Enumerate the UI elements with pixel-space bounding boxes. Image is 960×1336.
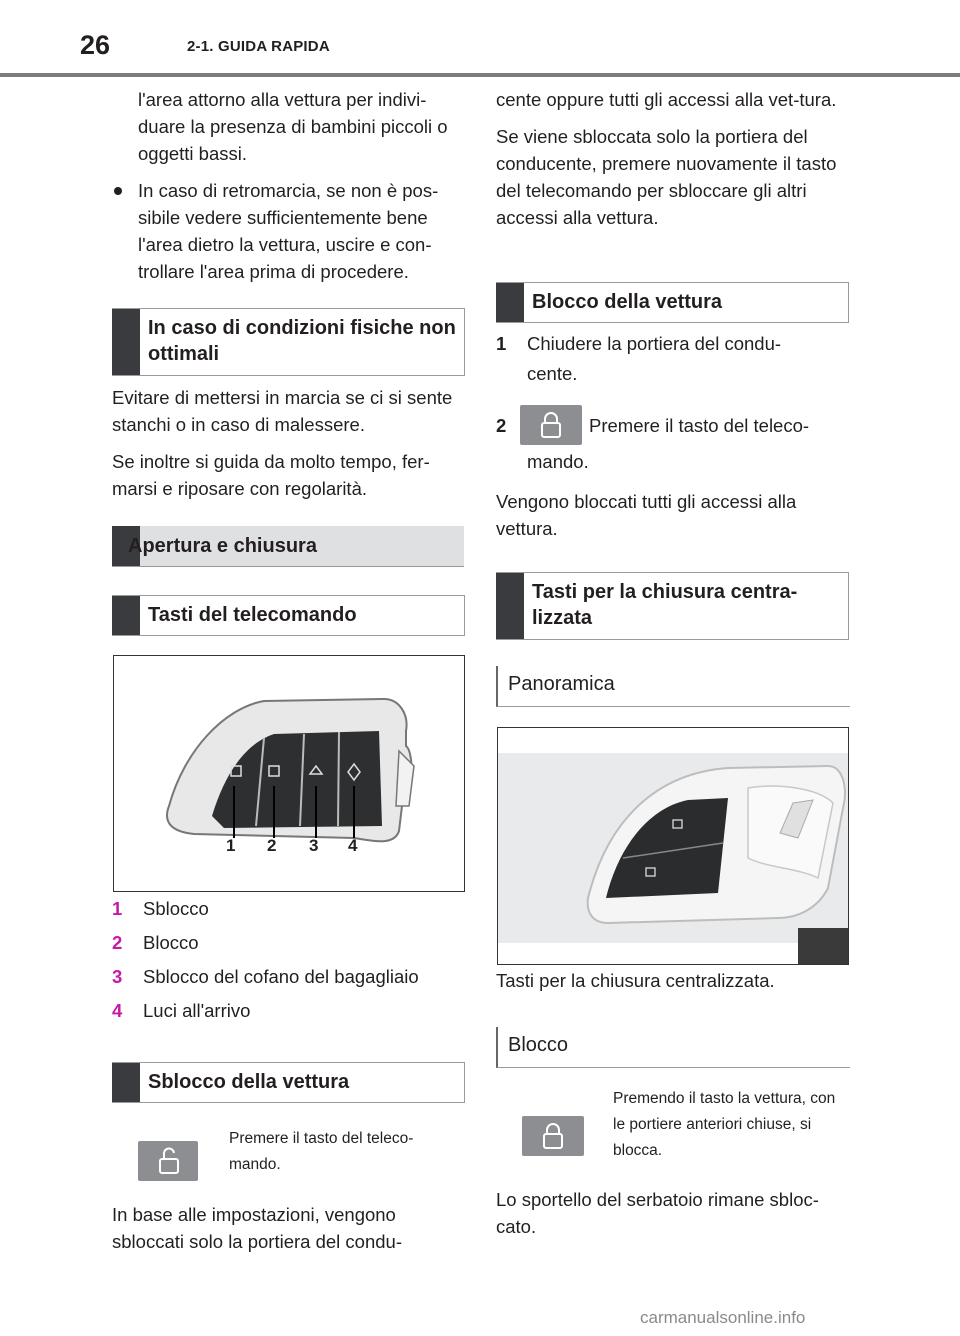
lock-key-button: [520, 405, 582, 445]
heading-box-central-locking: [496, 572, 849, 640]
list-text: Luci all'arrivo: [143, 1000, 251, 1021]
figure-label-3: 3: [309, 836, 319, 855]
door-panel-illustration: [498, 728, 848, 964]
heading-text: Tasti per la chiusura centra-lizzata: [532, 581, 798, 629]
unlock-note: Premere il tasto del teleco-mando.: [229, 1130, 414, 1173]
list-number: 2: [112, 932, 123, 953]
central-locking-figure: [497, 727, 849, 965]
paragraph-fuel-flap: Lo sportello del serbatoio rimane sbloc-cato.: [496, 1189, 819, 1237]
step-text-continued: mando.: [527, 451, 589, 472]
right-paragraph-locked: [496, 488, 851, 552]
bullet-item: [112, 177, 467, 285]
list-text: Sblocco del cofano del bagagliaio: [143, 966, 419, 987]
step-item: [496, 333, 851, 391]
lock-key-button-small: [522, 1116, 584, 1156]
intro-continuation: l'area attorno alla vettura per indivi-duare la presenza di bambini piccoli o oggetti bassi.: [138, 89, 448, 164]
heading-text: Tasti del telecomando: [148, 604, 357, 626]
figure-label-4: 4: [348, 836, 358, 855]
heading-bar: [112, 596, 140, 635]
paragraph-rest: Se inoltre si guida da molto tempo, fer-marsi e riposare con regolarità.: [112, 451, 430, 499]
figure-label-1: 1: [226, 836, 236, 855]
header-divider: [0, 73, 960, 77]
heading-text: In caso di condizioni fisiche non ottimali: [148, 317, 456, 365]
bullet-dot-icon: [114, 187, 122, 195]
lock-icon: [520, 405, 582, 445]
unlock-icon: [138, 1141, 198, 1181]
step-text: Chiudere la portiera del condu-: [527, 333, 782, 354]
list-number: 3: [112, 966, 123, 987]
left-column: [112, 86, 467, 295]
subheading-text: Blocco: [508, 1034, 569, 1056]
lock-steps: [496, 333, 851, 475]
paragraph-continuation: cente oppure tutti gli accessi alla vet-tura.: [496, 89, 837, 110]
heading-text: Sblocco della vettura: [148, 1071, 350, 1093]
key-fob-illustration: [114, 656, 464, 891]
list-item: [112, 1000, 467, 1034]
heading-text: Blocco della vettura: [532, 291, 723, 313]
heading-box-lock: [496, 282, 849, 323]
subheading-lock: [496, 1027, 850, 1068]
figure-caption: Tasti per la chiusura centralizzata.: [496, 970, 775, 991]
heading-bar: [112, 1063, 140, 1102]
paragraph-settings: In base alle impostazioni, vengono sbloccati solo la portiera del condu-: [112, 1204, 402, 1252]
chapter-text: Apertura e chiusura: [128, 535, 317, 557]
step-item: [496, 405, 851, 475]
subheading-text: Panoramica: [508, 673, 615, 695]
heading-box-unlock: [112, 1062, 465, 1103]
unlock-key-button: [138, 1141, 198, 1181]
step-text-continued: cente.: [527, 363, 578, 384]
list-item: [112, 966, 467, 1000]
right-column: [496, 86, 851, 241]
key-function-list: [112, 898, 467, 1034]
subheading-overview: [496, 666, 850, 707]
lock-icon: [522, 1116, 584, 1156]
list-item: [112, 898, 467, 932]
list-number: 1: [112, 898, 123, 919]
chapter-heading: [112, 526, 464, 567]
left-final-paragraph: [112, 1201, 467, 1265]
bullet-text: In caso di retromarcia, se non è pos-sibile vedere sufficientemente bene l'area dietro la vettura, uscire e con-trollare l'area prima di procedere.: [138, 180, 439, 282]
heading-bar: [496, 573, 524, 639]
paragraph-all-locked: Vengono bloccati tutti gli accessi alla vettura.: [496, 491, 797, 539]
list-item: [112, 932, 467, 966]
paragraph-fatigue: Evitare di mettersi in marcia se ci si sente stanchi o in caso di malessere.: [112, 387, 453, 435]
step-number: 1: [496, 333, 507, 354]
right-final-paragraph: [496, 1186, 851, 1250]
page-number: 26: [80, 30, 111, 60]
step-text: Premere il tasto del teleco-: [589, 415, 810, 436]
key-fob-figure: [113, 655, 465, 892]
list-text: Sblocco: [143, 898, 209, 919]
figure-label-2: 2: [267, 836, 277, 855]
heading-bar: [496, 283, 524, 322]
list-number: 4: [112, 1000, 123, 1021]
watermark-text: carmanualsonline.info: [640, 1308, 806, 1327]
left-paragraphs: [112, 384, 467, 512]
heading-box-physical-condition: [112, 308, 465, 376]
section-title: 2-1. GUIDA RAPIDA: [187, 38, 330, 55]
heading-box-remote-keys: [112, 595, 465, 636]
step-number: 2: [496, 415, 507, 436]
heading-bar: [112, 309, 140, 375]
paragraph-driver-door: Se viene sbloccata solo la portiera del conducente, premere nuovamente il tasto del telecomando per sbloccare gli altri accessi alla vettura.: [496, 126, 837, 228]
list-text: Blocco: [143, 932, 199, 953]
lock-note: Premendo il tasto la vettura, con le portiere anteriori chiuse, si blocca.: [613, 1090, 836, 1159]
